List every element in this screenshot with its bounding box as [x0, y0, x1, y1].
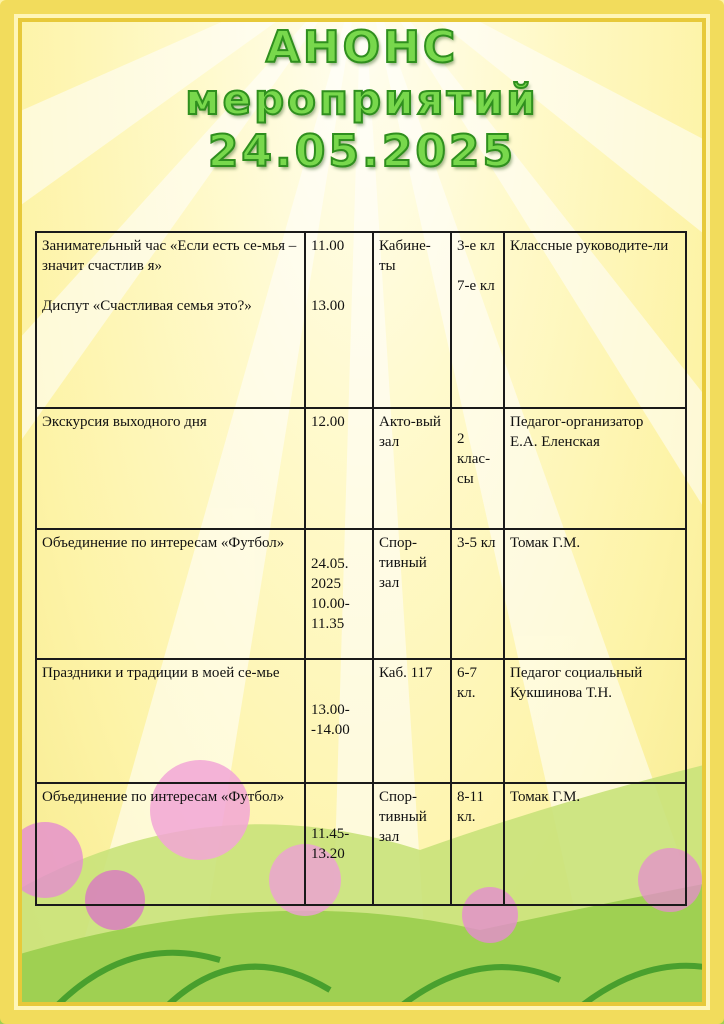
place-cell — [373, 529, 451, 659]
event-time: 13.00--14.00 — [311, 702, 350, 738]
page-title — [0, 22, 724, 178]
responsible-cell — [504, 529, 686, 659]
event-name: Занимательный час «Если есть се-мья – значит счастлив я» — [42, 238, 297, 274]
time-cell — [305, 783, 373, 905]
table-row — [36, 659, 686, 783]
table-row — [36, 408, 686, 529]
class-cell — [451, 408, 504, 529]
event-place: Спор-тивный зал — [379, 535, 427, 591]
event-place: Акто-вый зал — [379, 414, 441, 450]
place-cell — [373, 408, 451, 529]
event-time: 10.00-11.35 — [311, 596, 350, 632]
event-class: 8-11 кл. — [457, 789, 484, 825]
event-cell — [36, 408, 305, 529]
time-cell — [305, 408, 373, 529]
class-cell — [451, 659, 504, 783]
event-responsible: Педагог социальный — [510, 665, 643, 681]
event-class: 3-е кл — [457, 238, 495, 254]
place-cell — [373, 232, 451, 408]
event-responsible: Е.А. Еленская — [510, 434, 600, 450]
event-time: 11.45-13.20 — [311, 826, 350, 862]
time-cell — [305, 529, 373, 659]
event-responsible: Педагог-организатор — [510, 414, 644, 430]
event-name: Диспут «Счастливая семья это?» — [42, 298, 252, 314]
responsible-cell — [504, 783, 686, 905]
event-class: 2 клас-сы — [457, 431, 491, 487]
event-cell — [36, 529, 305, 659]
event-responsible: Томак Г.М. — [510, 789, 581, 805]
event-class: 7-е кл — [457, 278, 495, 294]
responsible-cell — [504, 232, 686, 408]
time-cell — [305, 659, 373, 783]
event-place: Кабине-ты — [379, 238, 431, 274]
place-cell — [373, 659, 451, 783]
class-cell — [451, 529, 504, 659]
table-row — [36, 783, 686, 905]
event-time: 12.00 — [311, 414, 345, 430]
event-place: Спор-тивный зал — [379, 789, 427, 845]
event-name: Объединение по интересам «Футбол» — [42, 789, 285, 805]
event-cell — [36, 783, 305, 905]
event-cell — [36, 232, 305, 408]
event-name: Экскурсия выходного дня — [42, 414, 207, 430]
table-row — [36, 529, 686, 659]
event-place: Каб. 117 — [379, 665, 433, 681]
title-line-events: мероприятий — [185, 75, 539, 124]
events-table — [35, 231, 687, 906]
table-row — [36, 232, 686, 408]
class-cell — [451, 783, 504, 905]
event-name: Праздники и традиции в моей се-мье — [42, 665, 280, 681]
title-line-date: 24.05.2025 — [207, 126, 517, 177]
place-cell — [373, 783, 451, 905]
event-responsible: Классные руководите-ли — [510, 238, 669, 254]
time-cell — [305, 232, 373, 408]
event-class: 6-7 кл. — [457, 665, 477, 701]
event-name: Объединение по интересам «Футбол» — [42, 535, 285, 551]
event-responsible: Кукшинова Т.Н. — [510, 685, 613, 701]
title-line-announcement: АНОНС — [265, 22, 459, 73]
responsible-cell — [504, 659, 686, 783]
event-class: 3-5 кл — [457, 535, 496, 551]
responsible-cell — [504, 408, 686, 529]
event-time: 13.00 — [311, 298, 345, 314]
class-cell — [451, 232, 504, 408]
event-cell — [36, 659, 305, 783]
event-responsible: Томак Г.М. — [510, 535, 581, 551]
event-time: 24.05. 2025 — [311, 556, 349, 592]
event-time: 11.00 — [311, 238, 345, 254]
